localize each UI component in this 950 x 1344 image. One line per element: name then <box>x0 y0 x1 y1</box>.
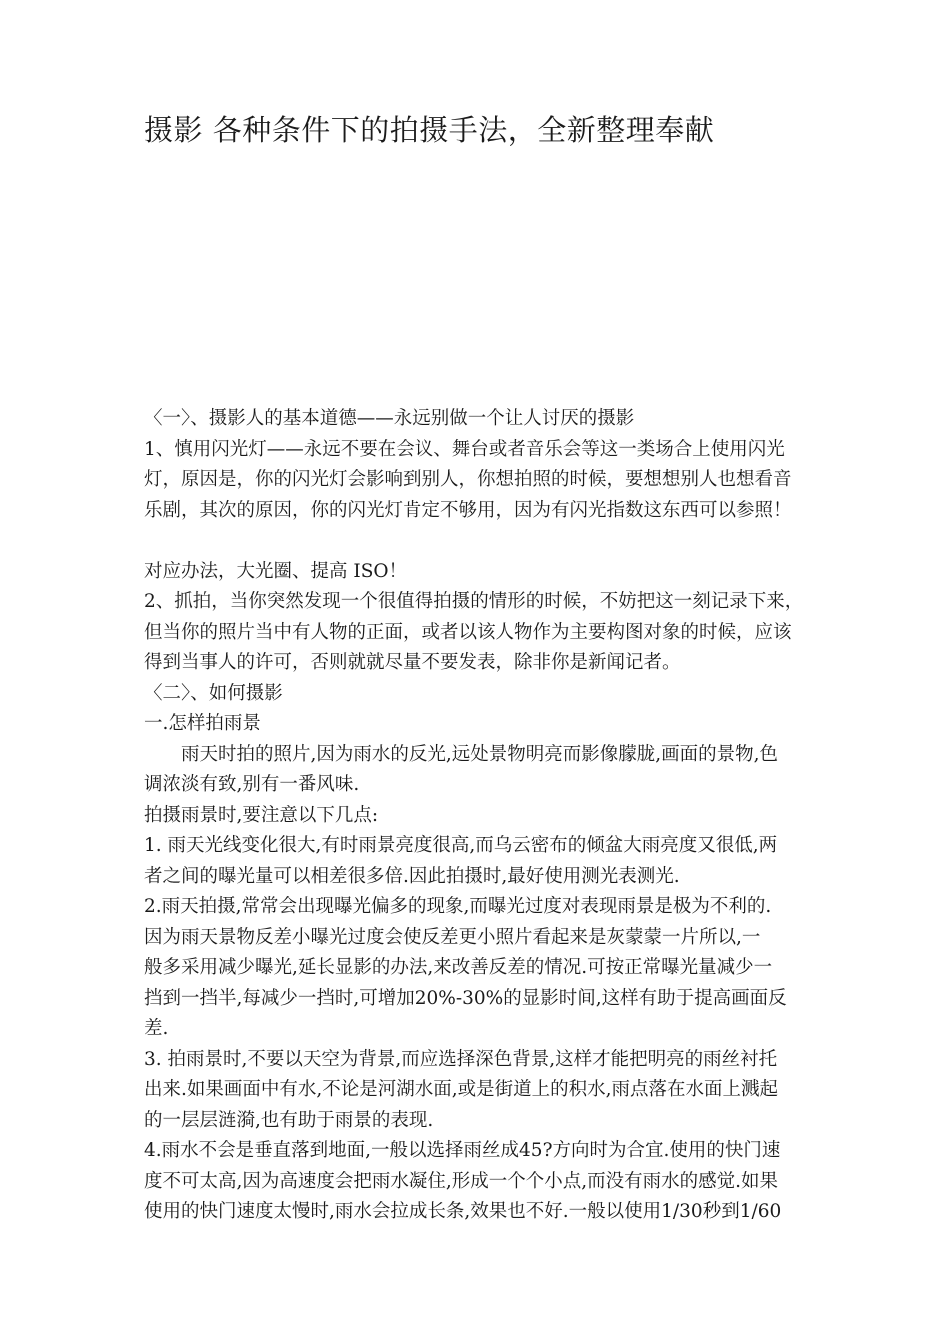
blank-line <box>144 526 806 557</box>
paragraph-line: 使用的快门速度太慢时,雨水会拉成长条,效果也不好.一般以使用1/30秒到1/60 <box>144 1201 782 1222</box>
paragraph-line: 对应办法，大光圈、提高 ISO！ <box>144 560 408 582</box>
paragraph-line: 2、抓拍，当你突然发现一个很值得拍摄的情形的时候，不妨把这一刻记录下来， <box>144 591 804 612</box>
paragraph-line: 因为雨天景物反差小曝光过度会使反差更小照片看起来是灰蒙蒙一片所以,一 <box>144 926 761 948</box>
paragraph-line: 1、慎用闪光灯——永远不要在会议、舞台或者音乐会等这一类场合上使用闪光 <box>144 438 785 460</box>
document-body <box>144 404 806 1228</box>
page-title: 摄影 各种条件下的拍摄手法，全新整理奉献 <box>144 113 715 147</box>
paragraph-line: 般多采用减少曝光,延长显影的办法,来改善反差的情况.可按正常曝光量减少一 <box>144 957 773 978</box>
paragraph-line: 的一层层涟漪,也有助于雨景的表现. <box>144 1109 434 1131</box>
paragraph-line: 1. 雨天光线变化很大,有时雨景亮度很高,而乌云密布的倾盆大雨亮度又很低,两 <box>144 835 778 856</box>
paragraph-line: 2.雨天拍摄,常常会出现曝光偏多的现象,而曝光过度对表现雨景是极为不利的. <box>144 896 772 917</box>
paragraph-line: 度不可太高,因为高速度会把雨水凝住,形成一个个小点,而没有雨水的感觉.如果 <box>144 1170 779 1192</box>
paragraph-line: 雨天时拍的照片,因为雨水的反光,远处景物明亮而影像朦胧,画面的景物,色 <box>181 743 779 765</box>
paragraph-line: 拍摄雨景时,要注意以下几点: <box>144 804 379 826</box>
paragraph-line: 挡到一挡半,每减少一挡时,可增加20%-30%的显影时间,这样有助于提高画面反 <box>144 987 787 1009</box>
paragraph-line: 差. <box>144 1018 169 1039</box>
paragraph-line: 得到当事人的许可，否则就就尽量不要发表，除非你是新闻记者。 <box>144 652 681 673</box>
subsection-heading: 一.怎样拍雨景 <box>144 713 261 734</box>
paragraph-line: 4.雨水不会是垂直落到地面,一般以选择雨丝成45?方向时为合宜.使用的快门速 <box>144 1140 781 1161</box>
paragraph-line: 调浓淡有致,别有一番风味. <box>144 774 360 795</box>
paragraph-line: 乐剧，其次的原因，你的闪光灯肯定不够用，因为有闪光指数这东西可以参照！ <box>144 499 792 521</box>
section-heading: 〈二〉、如何摄影 <box>144 682 283 704</box>
paragraph-line: 出来.如果画面中有水,不论是河湖水面,或是街道上的积水,雨点落在水面上溅起 <box>144 1079 779 1100</box>
paragraph-line: 者之间的曝光量可以相差很多倍.因此拍摄时,最好使用测光表测光. <box>144 865 680 887</box>
paragraph-line: 但当你的照片当中有人物的正面，或者以该人物作为主要构图对象的时候，应该 <box>144 621 792 643</box>
paragraph-line: 灯，原因是，你的闪光灯会影响到别人，你想拍照的时候，要想想别人也想看音 <box>144 469 792 490</box>
paragraph-line: 3. 拍雨景时,不要以天空为背景,而应选择深色背景,这样才能把明亮的雨丝衬托 <box>144 1048 778 1070</box>
section-heading: 〈一〉、摄影人的基本道德——永远别做一个让人讨厌的摄影 <box>144 408 635 429</box>
